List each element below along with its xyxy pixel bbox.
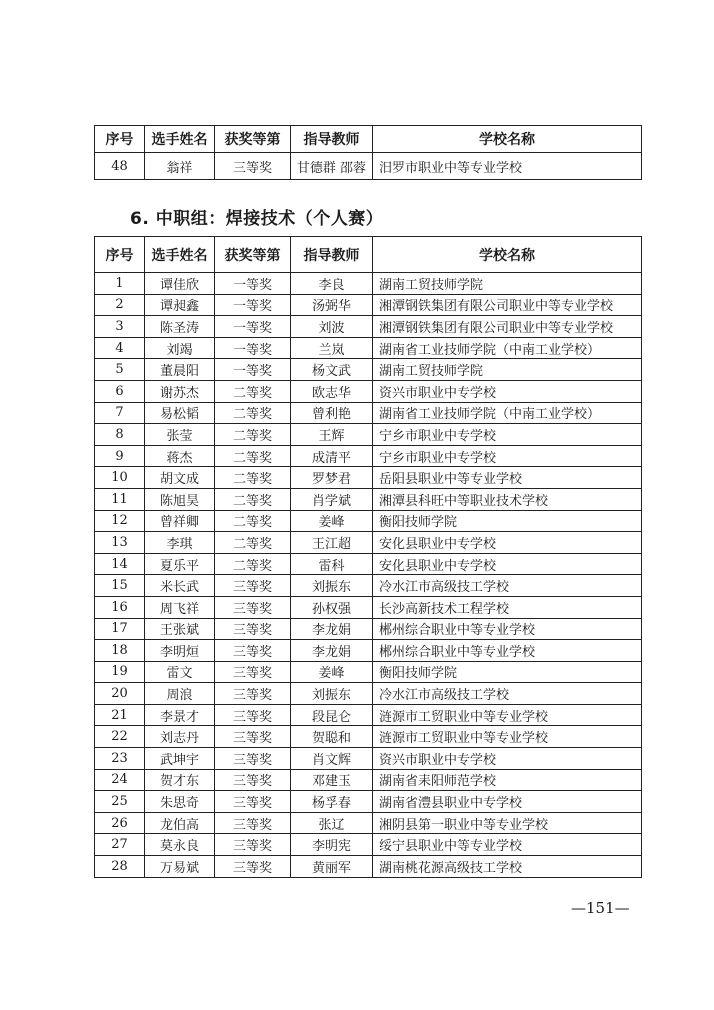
cell-teacher: 李良	[291, 273, 373, 295]
cell-number: 2	[95, 294, 145, 316]
col-header-award: 获奖等第	[215, 126, 291, 153]
table-row	[95, 704, 642, 726]
table-row	[95, 532, 642, 554]
table-row	[95, 812, 642, 834]
cell-school: 湖南工贸技师学院	[373, 273, 642, 295]
table-row	[95, 618, 642, 640]
cell-school: 资兴市职业中专学校	[373, 380, 642, 402]
table-row	[95, 273, 642, 295]
table-row	[95, 488, 642, 510]
cell-award: 三等奖	[215, 596, 291, 618]
cell-number: 18	[95, 640, 145, 662]
cell-teacher: 曾利艳	[291, 402, 373, 424]
cell-name: 米长武	[145, 575, 215, 597]
cell-award: 二等奖	[215, 510, 291, 532]
cell-name: 董晨阳	[145, 359, 215, 381]
table-row	[95, 380, 642, 402]
cell-teacher: 刘振东	[291, 575, 373, 597]
table-row	[95, 834, 642, 856]
cell-award: 三等奖	[215, 618, 291, 640]
table-header-row	[95, 237, 642, 273]
col-header-name: 选手姓名	[145, 126, 215, 153]
cell-teacher: 杨文武	[291, 359, 373, 381]
cell-award: 一等奖	[215, 294, 291, 316]
table-row	[95, 402, 642, 424]
cell-number: 15	[95, 575, 145, 597]
section-title: 6. 中职组：焊接技术（个人赛）	[130, 209, 384, 229]
cell-award: 三等奖	[215, 704, 291, 726]
cell-award: 一等奖	[215, 273, 291, 295]
cell-school: 湖南省澧县职业中专学校	[373, 791, 642, 813]
cell-award: 二等奖	[215, 402, 291, 424]
cell-name: 朱思奇	[145, 791, 215, 813]
cell-number: 26	[95, 812, 145, 834]
cell-teacher: 李明宪	[291, 834, 373, 856]
cell-award: 一等奖	[215, 359, 291, 381]
cell-name: 龙伯高	[145, 812, 215, 834]
cell-number: 4	[95, 337, 145, 359]
cell-number: 28	[95, 856, 145, 878]
cell-award: 三等奖	[215, 834, 291, 856]
cell-number: 1	[95, 273, 145, 295]
cell-school: 郴州综合职业中等专业学校	[373, 618, 642, 640]
cell-number: 23	[95, 748, 145, 770]
cell-school: 湖南省工业技师学院（中南工业学校）	[373, 337, 642, 359]
cell-teacher: 黄丽军	[291, 856, 373, 878]
cell-name: 陈圣涛	[145, 316, 215, 338]
cell-award: 三等奖	[215, 791, 291, 813]
cell-teacher: 成清平	[291, 445, 373, 467]
cell-teacher: 刘振东	[291, 683, 373, 705]
award-table-welding	[94, 236, 642, 878]
table-row	[95, 575, 642, 597]
cell-name: 雷文	[145, 661, 215, 683]
cell-teacher: 刘波	[291, 316, 373, 338]
cell-name: 夏乐平	[145, 553, 215, 575]
cell-award: 二等奖	[215, 424, 291, 446]
cell-name: 刘竭	[145, 337, 215, 359]
table-row	[95, 683, 642, 705]
cell-teacher: 张辽	[291, 812, 373, 834]
cell-award: 三等奖	[215, 153, 291, 180]
cell-school: 宁乡市职业中专学校	[373, 445, 642, 467]
cell-number: 27	[95, 834, 145, 856]
cell-number: 12	[95, 510, 145, 532]
cell-name: 贺才东	[145, 769, 215, 791]
cell-name: 万易斌	[145, 856, 215, 878]
cell-school: 安化县职业中专学校	[373, 553, 642, 575]
cell-number: 16	[95, 596, 145, 618]
table-row	[95, 748, 642, 770]
cell-award: 三等奖	[215, 640, 291, 662]
cell-school: 岳阳县职业中等专业学校	[373, 467, 642, 489]
cell-number: 9	[95, 445, 145, 467]
cell-teacher: 雷科	[291, 553, 373, 575]
cell-teacher: 肖学斌	[291, 488, 373, 510]
cell-school: 宁乡市职业中专学校	[373, 424, 642, 446]
cell-school: 衡阳技师学院	[373, 661, 642, 683]
cell-number: 20	[95, 683, 145, 705]
table-row	[95, 294, 642, 316]
cell-name: 李景才	[145, 704, 215, 726]
col-header-award: 获奖等第	[215, 237, 291, 273]
cell-school: 湖南桃花源高级技工学校	[373, 856, 642, 878]
cell-award: 一等奖	[215, 316, 291, 338]
cell-award: 三等奖	[215, 683, 291, 705]
cell-award: 三等奖	[215, 661, 291, 683]
cell-number: 10	[95, 467, 145, 489]
cell-award: 二等奖	[215, 380, 291, 402]
cell-number: 6	[95, 380, 145, 402]
col-header-school: 学校名称	[373, 237, 642, 273]
cell-name: 李明烜	[145, 640, 215, 662]
col-header-number: 序号	[95, 237, 145, 273]
cell-number: 24	[95, 769, 145, 791]
cell-school: 涟源市工贸职业中等专业学校	[373, 726, 642, 748]
cell-teacher: 王辉	[291, 424, 373, 446]
table-row	[95, 424, 642, 446]
cell-school: 冷水江市高级技工学校	[373, 683, 642, 705]
cell-award: 二等奖	[215, 467, 291, 489]
cell-number: 7	[95, 402, 145, 424]
cell-award: 二等奖	[215, 488, 291, 510]
col-header-number: 序号	[95, 126, 145, 153]
col-header-teacher: 指导教师	[291, 126, 373, 153]
cell-school: 湖南工贸技师学院	[373, 359, 642, 381]
cell-name: 曾祥卿	[145, 510, 215, 532]
cell-award: 一等奖	[215, 337, 291, 359]
cell-name: 谭佳欣	[145, 273, 215, 295]
table-row	[95, 510, 642, 532]
cell-award: 三等奖	[215, 769, 291, 791]
cell-school: 汨罗市职业中等专业学校	[373, 153, 642, 180]
table-row	[95, 596, 642, 618]
cell-name: 陈旭昊	[145, 488, 215, 510]
cell-school: 湘潭钢铁集团有限公司职业中等专业学校	[373, 294, 642, 316]
cell-teacher: 甘德群 邵蓉	[291, 153, 373, 180]
cell-school: 安化县职业中专学校	[373, 532, 642, 554]
cell-teacher: 王江超	[291, 532, 373, 554]
cell-number: 14	[95, 553, 145, 575]
cell-award: 二等奖	[215, 532, 291, 554]
cell-teacher: 肖文辉	[291, 748, 373, 770]
cell-name: 谭昶鑫	[145, 294, 215, 316]
cell-name: 莫永良	[145, 834, 215, 856]
cell-school: 资兴市职业中专学校	[373, 748, 642, 770]
table-row	[95, 553, 642, 575]
col-header-school: 学校名称	[373, 126, 642, 153]
cell-school: 湘阴县第一职业中等专业学校	[373, 812, 642, 834]
cell-teacher: 欧志华	[291, 380, 373, 402]
cell-teacher: 罗梦君	[291, 467, 373, 489]
cell-name: 刘志丹	[145, 726, 215, 748]
cell-number: 25	[95, 791, 145, 813]
cell-name: 王张斌	[145, 618, 215, 640]
cell-teacher: 李龙娟	[291, 640, 373, 662]
cell-name: 谢苏杰	[145, 380, 215, 402]
cell-name: 周飞祥	[145, 596, 215, 618]
cell-award: 三等奖	[215, 856, 291, 878]
table-row	[95, 769, 642, 791]
cell-school: 湖南省工业技师学院（中南工业学校）	[373, 402, 642, 424]
table-row	[95, 661, 642, 683]
cell-number: 19	[95, 661, 145, 683]
cell-school: 郴州综合职业中等专业学校	[373, 640, 642, 662]
cell-teacher: 李龙娟	[291, 618, 373, 640]
table-row	[95, 640, 642, 662]
col-header-teacher: 指导教师	[291, 237, 373, 273]
cell-name: 武坤宇	[145, 748, 215, 770]
table-row	[95, 316, 642, 338]
table-row	[95, 359, 642, 381]
table-row	[95, 153, 642, 180]
cell-award: 二等奖	[215, 553, 291, 575]
cell-award: 三等奖	[215, 812, 291, 834]
cell-number: 17	[95, 618, 145, 640]
cell-teacher: 杨孚春	[291, 791, 373, 813]
cell-name: 胡文成	[145, 467, 215, 489]
cell-teacher: 兰岚	[291, 337, 373, 359]
cell-number: 21	[95, 704, 145, 726]
cell-teacher: 姜峰	[291, 510, 373, 532]
cell-teacher: 邓建玉	[291, 769, 373, 791]
table-row	[95, 337, 642, 359]
table-row	[95, 791, 642, 813]
cell-award: 三等奖	[215, 748, 291, 770]
cell-school: 涟源市工贸职业中等专业学校	[373, 704, 642, 726]
cell-school: 绥宁县职业中等专业学校	[373, 834, 642, 856]
cell-number: 5	[95, 359, 145, 381]
col-header-name: 选手姓名	[145, 237, 215, 273]
table-row	[95, 467, 642, 489]
cell-school: 湘潭钢铁集团有限公司职业中等专业学校	[373, 316, 642, 338]
award-table-continued	[94, 125, 642, 180]
cell-number: 48	[95, 153, 145, 180]
cell-teacher: 孙权强	[291, 596, 373, 618]
table-row	[95, 726, 642, 748]
cell-name: 张莹	[145, 424, 215, 446]
cell-name: 蒋杰	[145, 445, 215, 467]
cell-school: 湖南省耒阳师范学校	[373, 769, 642, 791]
cell-teacher: 段昆仑	[291, 704, 373, 726]
cell-award: 三等奖	[215, 575, 291, 597]
cell-teacher: 姜峰	[291, 661, 373, 683]
table-header-row	[95, 126, 642, 153]
cell-number: 13	[95, 532, 145, 554]
cell-school: 长沙高新技术工程学校	[373, 596, 642, 618]
cell-name: 周浪	[145, 683, 215, 705]
cell-school: 冷水江市高级技工学校	[373, 575, 642, 597]
cell-name: 李琪	[145, 532, 215, 554]
table-row	[95, 445, 642, 467]
cell-number: 22	[95, 726, 145, 748]
page-number: —151—	[571, 899, 630, 917]
cell-teacher: 贺聪和	[291, 726, 373, 748]
cell-school: 湘潭县科旺中等职业技术学校	[373, 488, 642, 510]
cell-number: 11	[95, 488, 145, 510]
cell-name: 翁祥	[145, 153, 215, 180]
cell-number: 3	[95, 316, 145, 338]
cell-number: 8	[95, 424, 145, 446]
cell-school: 衡阳技师学院	[373, 510, 642, 532]
cell-award: 三等奖	[215, 726, 291, 748]
cell-teacher: 汤弼华	[291, 294, 373, 316]
cell-name: 易松韬	[145, 402, 215, 424]
table-row	[95, 856, 642, 878]
cell-award: 二等奖	[215, 445, 291, 467]
